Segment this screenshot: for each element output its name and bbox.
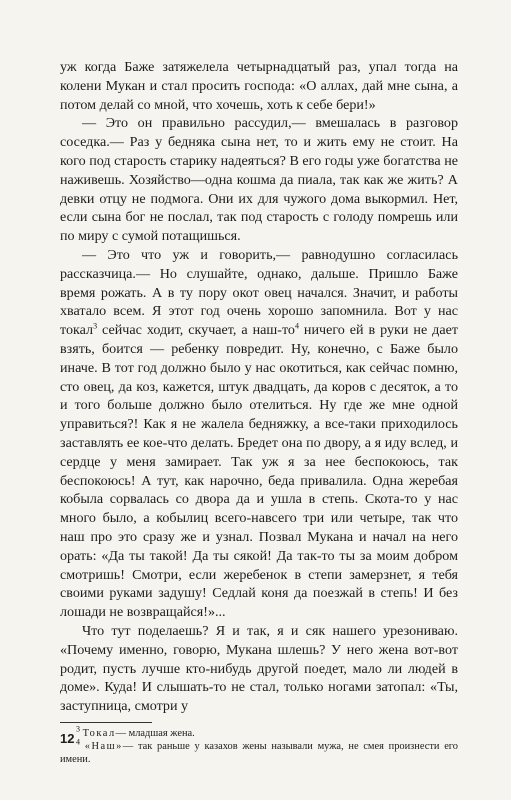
footnote-text: — так раньше у казахов жены называли мужа, не смея произнести его имени. [60, 740, 459, 765]
footnote-number: 4 [76, 737, 80, 747]
footnote-ref-3[interactable]: 3 [93, 321, 98, 331]
body-text [60, 58, 458, 716]
book-page [60, 58, 458, 766]
page-number: 12 [60, 731, 75, 746]
paragraph-3-head: — Это что уж и говорить,— равнодушно согласилась рассказчица.— Но слушайте, однако, дальше. Пришло Баже время рожать. А в ту пору окот овец начался. Значит, и работы хватало всем. Я этот год очень хорошо запомнила. Вот у нас токал [60, 246, 458, 339]
paragraph-2: — Это он правильно рассудил,— вмешалась в разговор соседка.— Раз у бедняка сына нет, то и жить ему не стоит. На кого под старость старику надеяться? В его годы уже богатства не наживешь. Хозяйство—одна кошма да пиала, так как же жить? А девки отцу не подмога. Они их для чужого дома выкормил. Нет, если сына бог не послал, так под старость с голоду помрешь или по миру с сумой потащишься. [60, 115, 458, 245]
paragraph-4: Что тут поделаешь? Я и так, я и сяк нашего урезониваю. «Почему именно, говорю, Мукана шлешь? У него жена вот-вот родит, пусть лучше кто-нибудь другой поедет, мало ли людей в доме». Куда! И слышать-то не стал, только ногами затопал: «Ты, заступница, смотри у [60, 622, 458, 715]
footnote-text: — младшая жена. [115, 727, 195, 739]
footnote-term: Токал [82, 727, 116, 739]
paragraph-1: уж когда Баже затяжелела четырнадцатый раз, упал тогда на колени Мукан и стал просить господа: «О аллах, дай мне сына, а потом делай со мной, что хочешь, хоть к себе бери!» [60, 59, 458, 113]
footnote-ref-4[interactable]: 4 [294, 321, 299, 331]
footnote-divider [60, 722, 152, 723]
paragraph-3 [60, 246, 458, 622]
footnote-number: 3 [76, 724, 80, 734]
footnote-3 [60, 724, 458, 740]
footnote-term: «Наш» [84, 740, 123, 752]
paragraph-3-tail: ничего ей в руки не дает взять, боится — ребенку повредит. Ну, конечно, с Баже было иначе. В тот год должно было у нас окотиться, как сейчас помню, сто овец, да коз, кажется, штук двадцать, да коров с десяток, а то и того больше должно было отелиться. Ну где же мне одной управиться?! Как я не жалела бедняжку, а все-таки приходилось заставлять ее кое-что делать. Бредет она по двору, а я иду вслед, и сердце у меня замирает. Так уж я за нее беспокоюсь, так беспокоюсь! А тут, как нарочно, беда привалила. Одна жеребая кобыла сорвалась со двора да и ушла в степь. Скота-то у нас много было, а кобылиц всего-навсего три или четыре, так что наш про это сразу же и узнал. Позвал Мукана и начал на него орать: «Да ты такой! Да ты сякой! Да так-то ты за моим добром смотришь! Смотри, если жеребенок в степи замерзнет, я тебя своими руками задушу! Седлай коня да поезжай в степь! И без лошади не возвращайся!»... [60, 322, 459, 621]
paragraph-3-mid: сейчас ходит, скучает, а наш-то [97, 322, 295, 339]
